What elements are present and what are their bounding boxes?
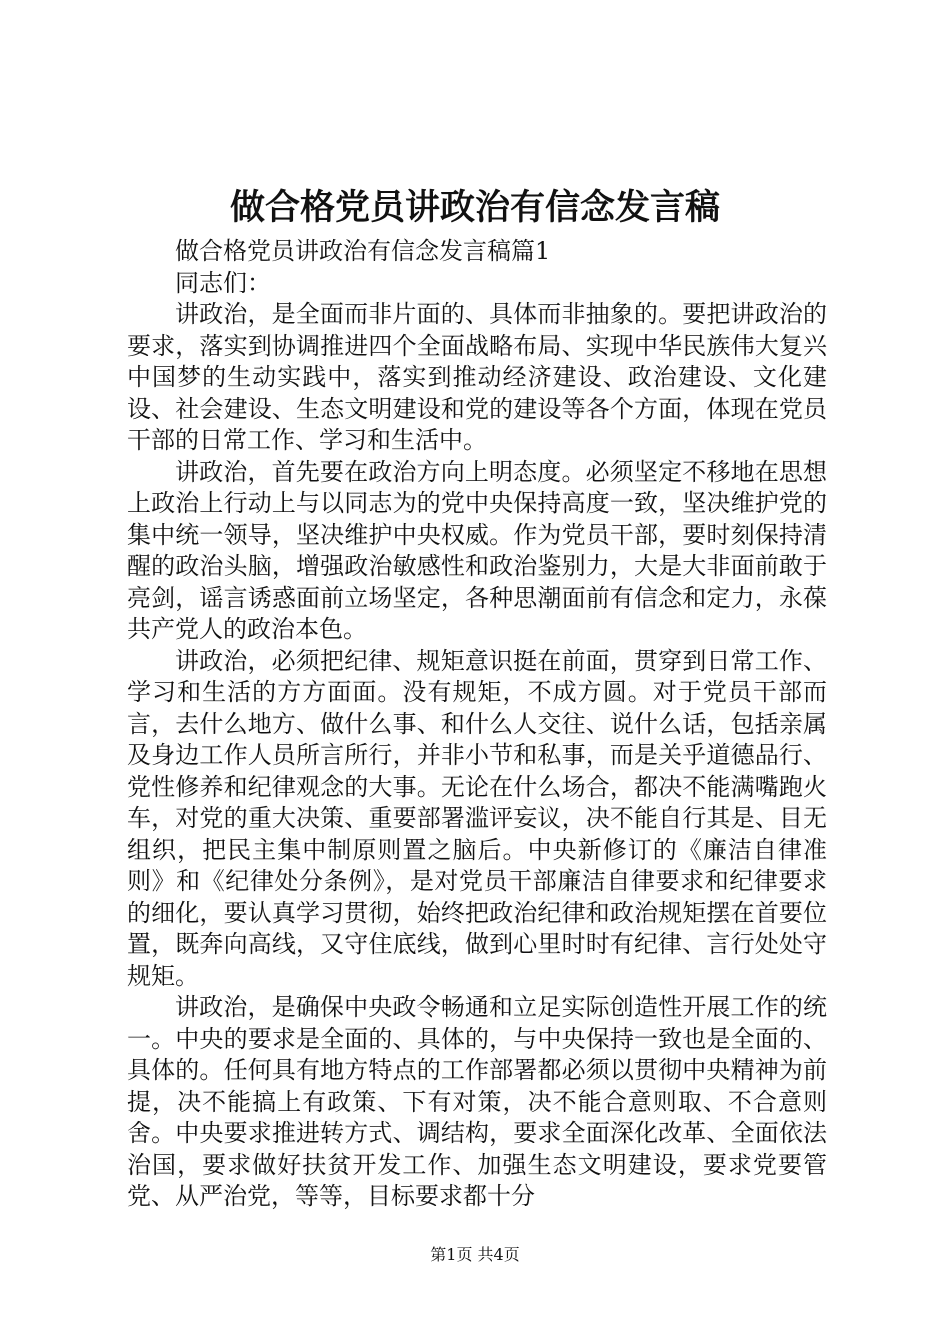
document-body [127,236,827,1213]
paragraph: 讲政治，是确保中央政令畅通和立足实际创造性开展工作的统一。中央的要求是全面的、具体的，与中央保持一致也是全面的、具体的。任何具有地方特点的工作部署都必须以贯彻中央精神为前提，决不能搞上有政策、下有对策，决不能合意则取、不合意则舍。中央要求推进转方式、调结构，要求全面深化改革、全面依法治国，要求做好扶贫开发工作、加强生态文明建设，要求党要管党、从严治党，等等，目标要求都十分 [127,993,827,1210]
paragraph: 讲政治，必须把纪律、规矩意识挺在前面，贯穿到日常工作、学习和生活的方方面面。没有规矩，不成方圆。对于党员干部而言，去什么地方、做什么事、和什么人交往、说什么话，包括亲属及身边工作人员所言所行，并非小节和私事，而是关乎道德品行、党性修养和纪律观念的大事。无论在什么场合，都决不能满嘴跑火车，对党的重大决策、重要部署滥评妄议，决不能自行其是、目无组织，把民主集中制原则置之脑后。中央新修订的《廉洁自律准则》和《纪律处分条例》，是对党员干部廉洁自律要求和纪律要求的细化，要认真学习贯彻，始终把政治纪律和政治规矩摆在首要位置，既奔向高线，又守住底线，做到心里时时有纪律、言行处处守规矩。 [127,646,827,990]
subtitle-line: 做合格党员讲政治有信念发言稿篇1 [175,237,551,265]
page-footer: 第1页 共4页 [430,1245,520,1264]
document-title: 做合格党员讲政治有信念发言稿 [229,187,720,228]
paragraph: 讲政治，首先要在政治方向上明态度。必须坚定不移地在思想上政治上行动上与以同志为的党中央保持高度一致，坚决维护党的集中统一领导，坚决维护中央权威。作为党员干部，要时刻保持清醒的政治头脑，增强政治敏感性和政治鉴别力，大是大非面前敢于亮剑，谣言诱惑面前立场坚定，各种思潮面前有信念和定力，永葆共产党人的政治本色。 [127,457,827,643]
salutation-line: 同志们： [175,268,271,297]
paragraph: 讲政治，是全面而非片面的、具体而非抽象的。要把讲政治的要求，落实到协调推进四个全面战略布局、实现中华民族伟大复兴中国梦的生动实践中，落实到推动经济建设、政治建设、文化建设、社会建设、生态文明建设和党的建设等各个方面，体现在党员干部的日常工作、学习和生活中。 [127,300,827,454]
